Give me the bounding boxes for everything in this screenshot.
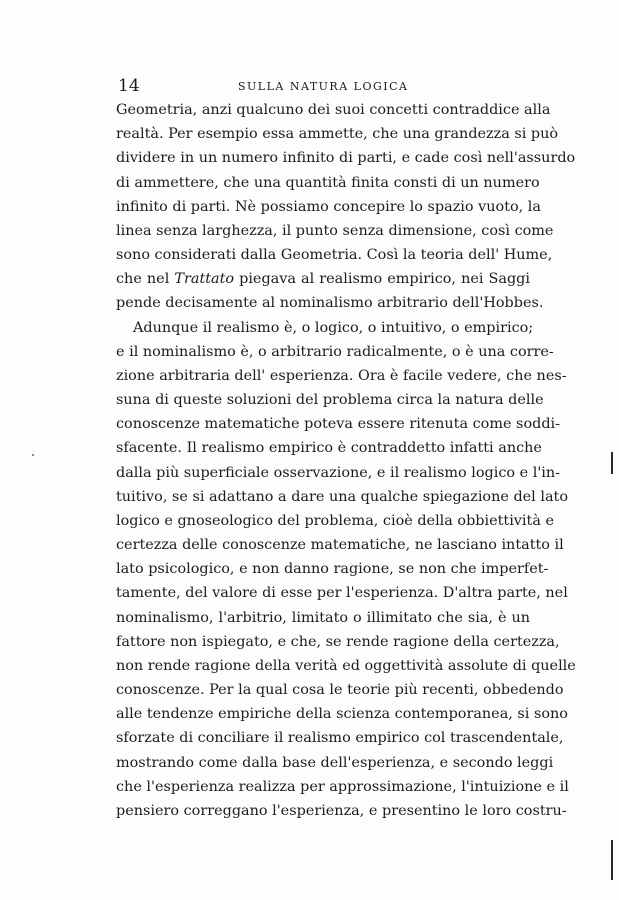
- text-fragment: che nel: [116, 271, 175, 288]
- text-line: conoscenze matematiche poteva essere ritenuta come soddi-: [116, 416, 560, 433]
- text-line: suna di queste soluzioni del problema circa la natura delle: [116, 392, 544, 409]
- text-line: dividere in un numero infinito di parti, e cade così nell'assurdo: [116, 150, 576, 167]
- paragraph-start-line: Adunque il realismo è, o logico, o intuitivo, o empirico;: [133, 319, 534, 336]
- text-line: tuitivo, se si adattano a dare una qualche spiegazione del lato: [116, 488, 568, 505]
- scan-edge-mark: [611, 840, 613, 880]
- text-line: zione arbitraria dell' esperienza. Ora è facile vedere, che nes-: [116, 367, 567, 384]
- text-line: realtà. Per esempio essa ammette, che una grandezza si può: [116, 126, 559, 143]
- text-line: certezza delle conoscenze matematiche, ne lasciano intatto il: [116, 537, 564, 554]
- text-line: sforzate di conciliare il realismo empirico col trascendentale,: [116, 730, 564, 747]
- text-line: lato psicologico, e non danno ragione, se non che imperfet-: [116, 561, 549, 578]
- scan-speck: [32, 454, 34, 456]
- scan-edge-mark: [611, 452, 613, 474]
- text-line: Geometria, anzi qualcuno dei suoi concetti contraddice alla: [116, 102, 551, 118]
- italic-title: Trattato: [174, 271, 235, 288]
- text-line: sono considerati dalla Geometria. Così la teoria dell' Hume,: [116, 247, 553, 264]
- text-line: nominalismo, l'arbitrio, limitato o illimitato che sia, è un: [116, 609, 530, 626]
- text-line: e il nominalismo è, o arbitrario radicalmente, o è una corre-: [116, 343, 554, 360]
- text-line-with-italic: [116, 267, 530, 291]
- text-line: non rende ragione della verità ed oggettività assolute di quelle: [116, 657, 576, 674]
- text-line: pende decisamente al nominalismo arbitrario dell'Hobbes.: [116, 295, 544, 312]
- text-line: dalla più superficiale osservazione, e il realismo logico e l'in-: [116, 464, 561, 481]
- running-title: SULLA NATURA LOGICA: [238, 80, 409, 93]
- text-line: mostrando come dalla base dell'esperienza, e secondo leggi: [116, 754, 554, 771]
- text-line: tamente, del valore di esse per l'esperienza. D'altra parte, nel: [116, 585, 568, 602]
- text-line: conoscenze. Per la qual cosa le teorie più recenti, obbedendo: [116, 682, 564, 699]
- text-line: di ammettere, che una quantità finita consti di un numero: [116, 174, 540, 191]
- text-line: sfacente. Il realismo empirico è contraddetto infatti anche: [116, 440, 542, 457]
- text-line: linea senza larghezza, il punto senza dimensione, così come: [116, 222, 554, 239]
- text-line: infinito di parti. Nè possiamo concepire lo spazio vuoto, la: [116, 198, 541, 215]
- text-line: che l'esperienza realizza per approssimazione, l'intuizione e il: [116, 778, 569, 795]
- text-line: pensiero correggano l'esperienza, e presentino le loro costru-: [116, 802, 567, 819]
- text-line: alle tendenze empiriche della scienza contemporanea, si sono: [116, 706, 568, 723]
- page-number: 14: [118, 76, 140, 96]
- text-line: logico e gnoseologico del problema, cioè della obbiettività e: [116, 512, 554, 529]
- body-text: [116, 98, 576, 823]
- text-line: fattore non ispiegato, e che, se rende ragione della certezza,: [116, 633, 560, 650]
- text-fragment: piegava al realismo empirico, nei Saggi: [234, 271, 530, 288]
- page-header: [118, 76, 530, 96]
